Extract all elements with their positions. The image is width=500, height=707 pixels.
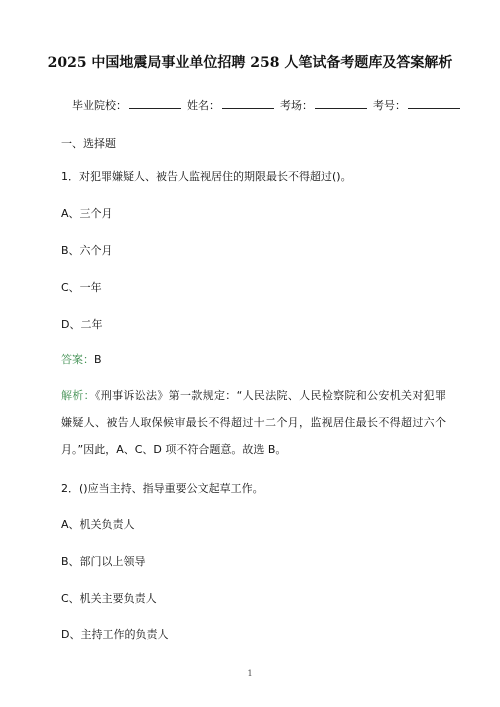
q2-option-b: B、部门以上领导 [61, 555, 146, 568]
name-blank [222, 96, 274, 109]
exam-room-field [280, 96, 367, 113]
question-1: 1．对犯罪嫌疑人、被告人监视居住的期限最长不得超过()。 [61, 170, 352, 183]
q2-option-c: C、机关主要负责人 [61, 592, 157, 605]
name-label: 姓名： [187, 99, 220, 112]
candidate-info-row [72, 96, 442, 113]
exam-number-label: 考号： [373, 99, 406, 112]
exam-room-label: 考场： [280, 99, 313, 112]
q2-option-d: D、主持工作的负责人 [61, 628, 169, 641]
school-blank [129, 96, 181, 109]
q1-option-d: D、二年 [61, 318, 103, 331]
section-heading: 一、选择题 [61, 137, 116, 150]
exam-room-blank [315, 96, 367, 109]
exam-number-blank [408, 96, 460, 109]
q1-analysis [61, 382, 446, 463]
analysis-label: 解析： [61, 389, 95, 402]
school-field [72, 96, 181, 113]
name-field [187, 96, 274, 113]
document-title: 2025 中国地震局事业单位招聘 258 人笔试备考题库及答案解析 [47, 55, 453, 71]
analysis-text: 《刑事诉讼法》第一款规定：“人民法院、人民检察院和公安机关对犯罪嫌疑人、被告人取保候审最长不得超过十二个月，监视居住最长不得超过六个月。”因此，A、C、D 项不符合题意。故选 B。 [61, 389, 446, 456]
q1-answer [61, 353, 102, 367]
q1-option-a: A、三个月 [61, 207, 113, 220]
exam-number-field [373, 96, 460, 113]
q1-option-c: C、一年 [61, 281, 102, 294]
page-number: 1 [247, 669, 253, 678]
q1-option-b: B、六个月 [61, 244, 113, 257]
school-label: 毕业院校： [72, 99, 127, 112]
question-2: 2．()应当主持、指导重要公文起草工作。 [61, 482, 264, 495]
answer-label: 答案： [61, 353, 94, 366]
q2-option-a: A、机关负责人 [61, 518, 135, 531]
answer-value: B [94, 353, 102, 366]
